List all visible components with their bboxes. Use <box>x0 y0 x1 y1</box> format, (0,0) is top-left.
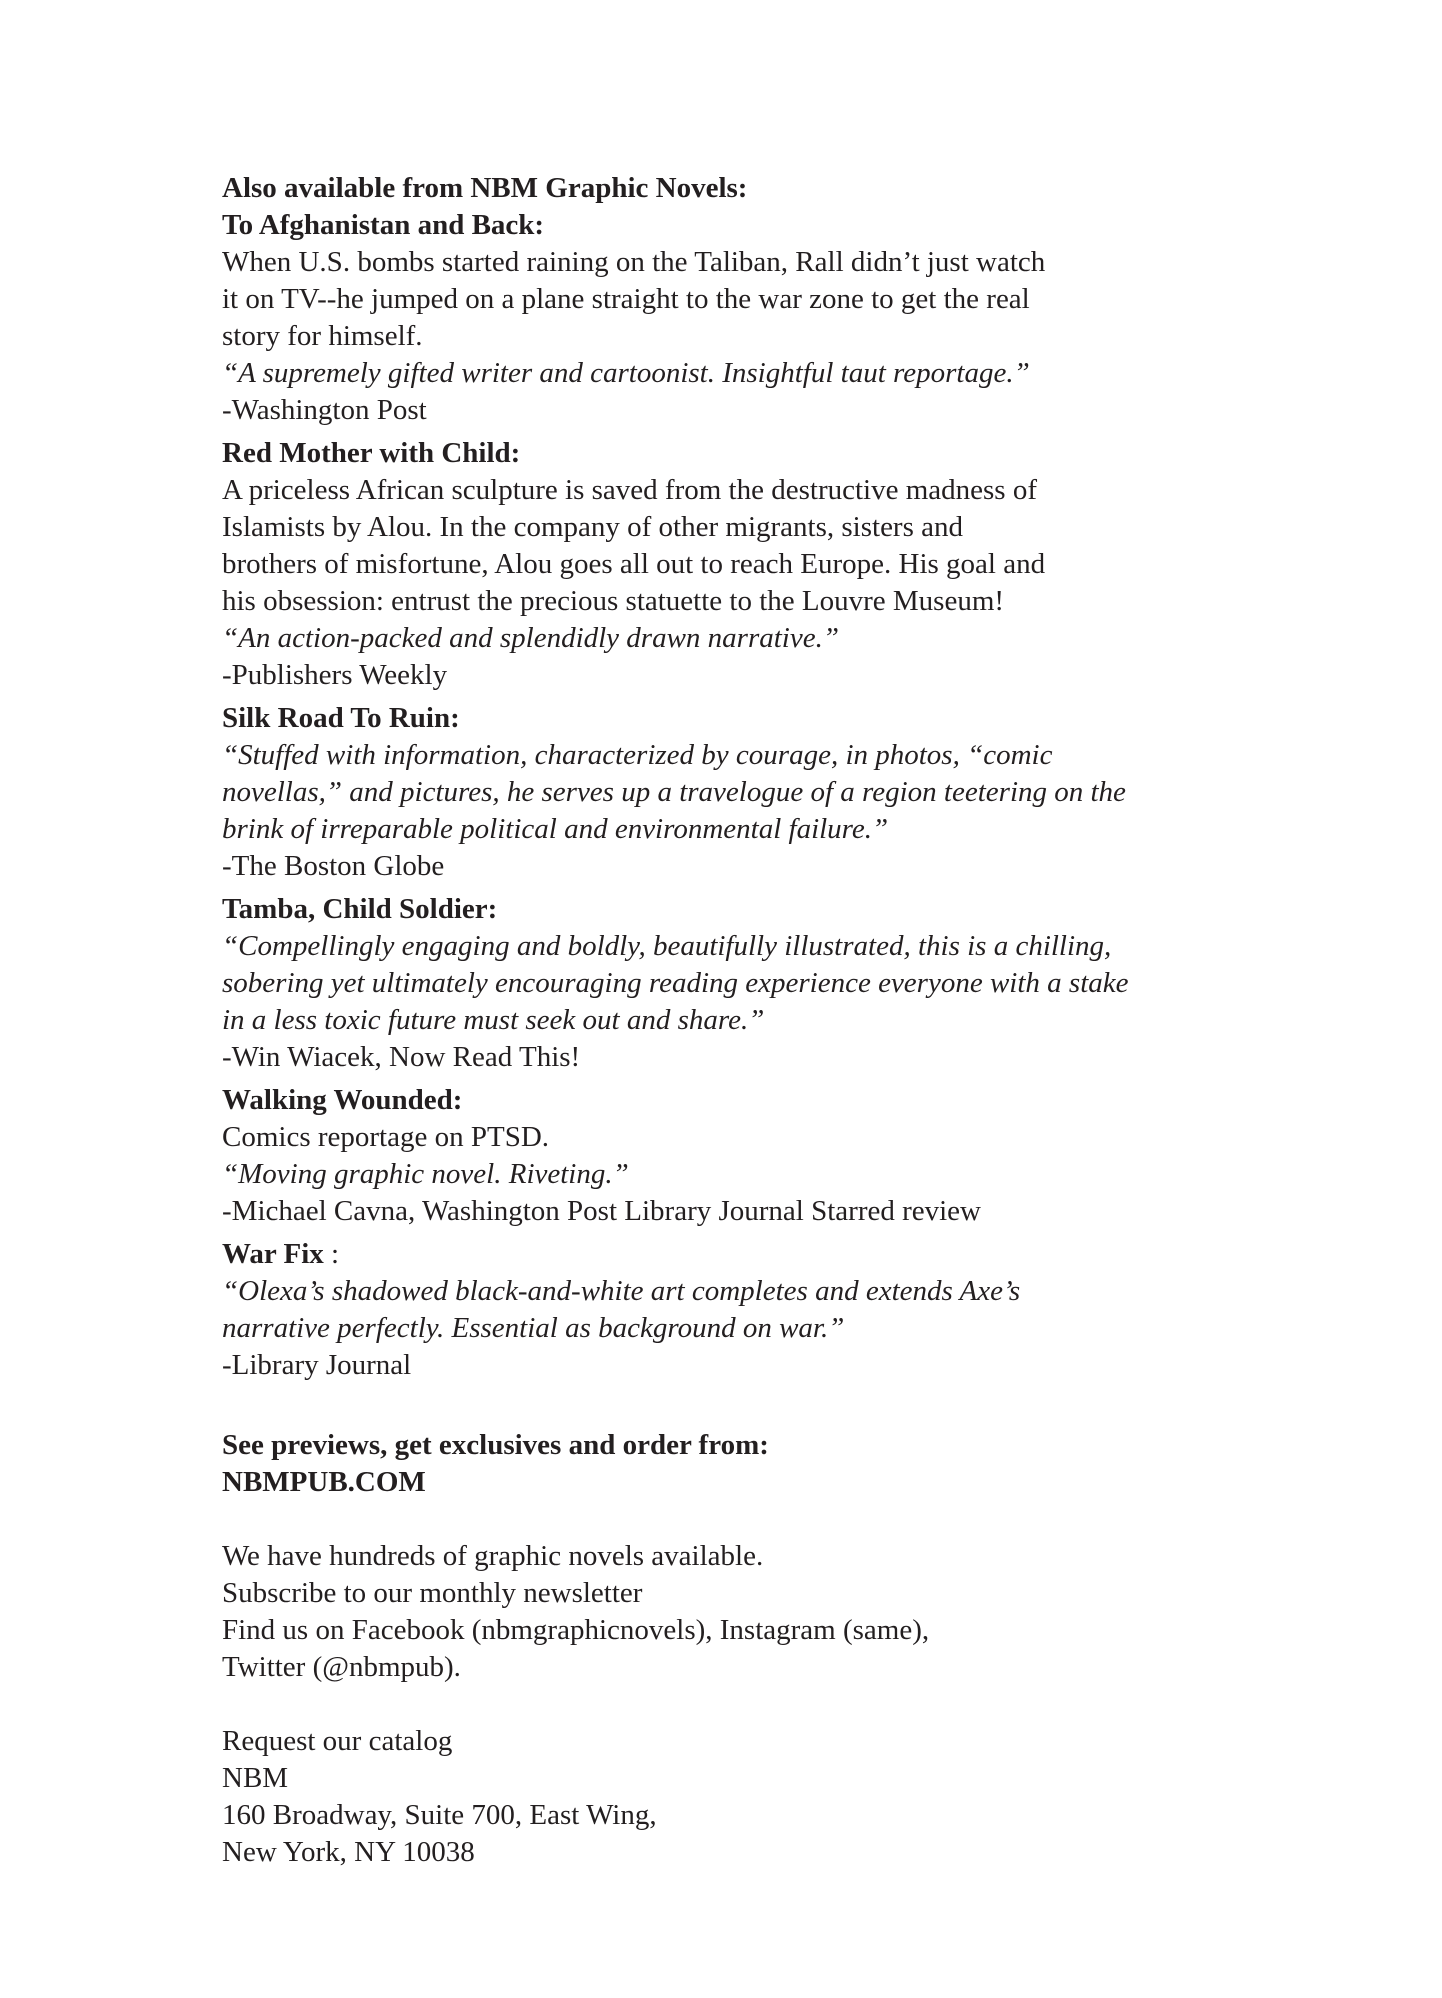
book-quote-source: -The Boston Globe <box>222 850 445 882</box>
address-line: New York, NY 10038 <box>222 1836 475 1868</box>
spacer <box>222 1686 1222 1723</box>
book-quote-line: brink of irreparable political and environmental failure.” <box>222 813 889 845</box>
book-quote-line: sobering yet ultimately encouraging reading experience everyone with a stake <box>222 967 1129 999</box>
book-quote-line: “Moving graphic novel. Riveting.” <box>222 1158 629 1190</box>
book-entry <box>222 435 1222 694</box>
book-quote-line: “An action-packed and splendidly drawn narrative.” <box>222 622 839 654</box>
book-description-line: A priceless African sculpture is saved from the destructive madness of <box>222 474 1037 506</box>
spacer <box>222 1501 1222 1538</box>
book-quote-line: narrative perfectly. Essential as background on war.” <box>222 1312 845 1344</box>
website-link[interactable]: NBMPUB.COM <box>222 1466 426 1498</box>
info-line: Twitter (@nbmpub). <box>222 1651 461 1683</box>
info-line: Find us on Facebook (nbmgraphicnovels), Instagram (same), <box>222 1614 930 1646</box>
intro-heading: Also available from NBM Graphic Novels: <box>222 172 748 204</box>
book-title: Walking Wounded: <box>222 1084 463 1116</box>
book-quote-line: “Olexa’s shadowed black-and-white art completes and extends Axe’s <box>222 1275 1021 1307</box>
book-list <box>222 207 1222 1230</box>
book-description-line: Comics reportage on PTSD. <box>222 1121 550 1153</box>
book-description-line: brothers of misfortune, Alou goes all out to reach Europe. His goal and <box>222 548 1046 580</box>
book-quote-line: in a less toxic future must seek out and share.” <box>222 1004 765 1036</box>
book-title: Silk Road To Ruin: <box>222 702 460 734</box>
book-entry <box>222 1082 1222 1230</box>
book-entry <box>222 207 1222 429</box>
info-line: We have hundreds of graphic novels available. <box>222 1540 764 1572</box>
book-title: To Afghanistan and Back: <box>222 209 545 241</box>
book-title: War Fix <box>222 1238 324 1270</box>
book-entry <box>222 891 1222 1076</box>
book-description-line: Islamists by Alou. In the company of other migrants, sisters and <box>222 511 964 543</box>
book-title: Red Mother with Child: <box>222 437 521 469</box>
book-title-line <box>222 1236 1222 1273</box>
book-entry-war-fix <box>222 1236 1222 1384</box>
book-quote-source: -Washington Post <box>222 394 427 426</box>
book-description-line: his obsession: entrust the precious statuette to the Louvre Museum! <box>222 585 1005 617</box>
address-line: NBM <box>222 1762 289 1794</box>
book-quote-source: -Michael Cavna, Washington Post Library Journal Starred review <box>222 1195 981 1227</box>
info-line: Subscribe to our monthly newsletter <box>222 1577 643 1609</box>
address-line: 160 Broadway, Suite 700, East Wing, <box>222 1799 657 1831</box>
book-quote-source: -Win Wiacek, Now Read This! <box>222 1041 581 1073</box>
book-entry <box>222 700 1222 885</box>
book-title-suffix: : <box>323 1238 340 1270</box>
book-title: Tamba, Child Soldier: <box>222 893 498 925</box>
book-description-line: it on TV--he jumped on a plane straight to the war zone to get the real <box>222 283 1030 315</box>
book-quote-line: “A supremely gifted writer and cartoonist. Insightful taut reportage.” <box>222 357 1030 389</box>
catalog-page <box>222 170 1222 1871</box>
book-description-line: When U.S. bombs started raining on the Taliban, Rall didn’t just watch <box>222 246 1046 278</box>
spacer <box>222 1390 1222 1427</box>
book-quote-source: -Library Journal <box>222 1349 412 1381</box>
book-quote-source: -Publishers Weekly <box>222 659 448 691</box>
book-description-line: story for himself. <box>222 320 423 352</box>
cta-text: See previews, get exclusives and order from: <box>222 1429 769 1461</box>
address-line: Request our catalog <box>222 1725 453 1757</box>
book-quote-line: “Stuffed with information, characterized by courage, in photos, “comic <box>222 739 1053 771</box>
book-quote-line: “Compellingly engaging and boldly, beautifully illustrated, this is a chilling, <box>222 930 1112 962</box>
book-quote-line: novellas,” and pictures, he serves up a travelogue of a region teetering on the <box>222 776 1126 808</box>
